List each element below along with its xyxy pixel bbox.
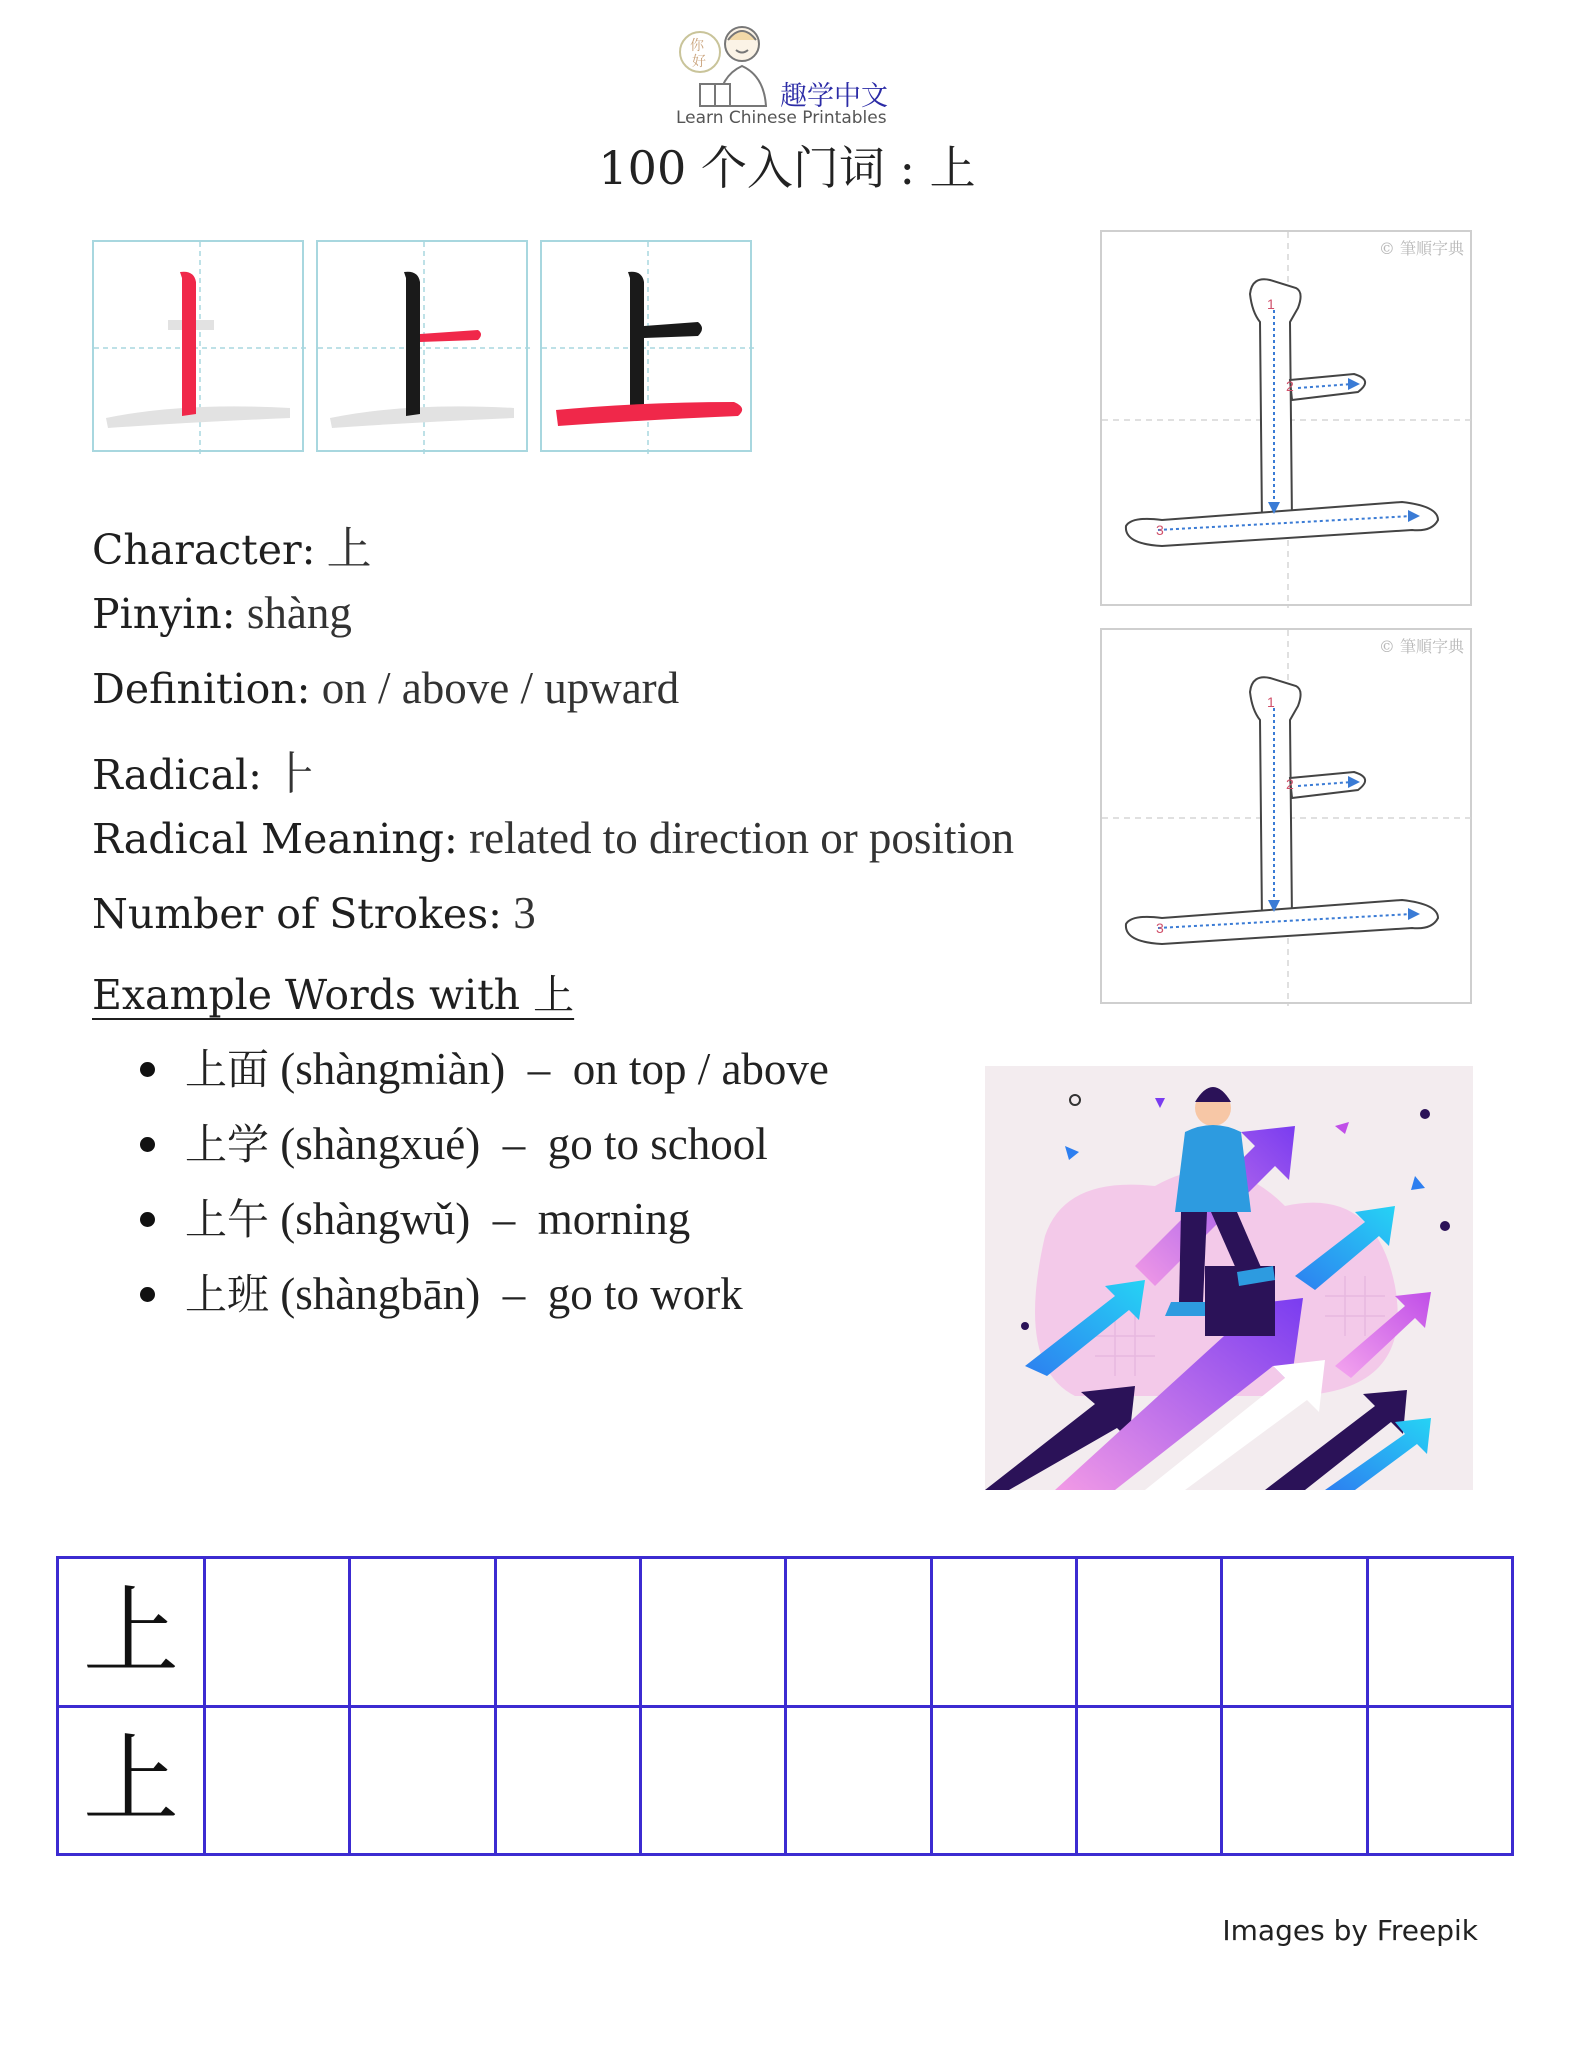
bullet-icon — [140, 1212, 155, 1227]
example-heading-text: Example Words with 上 — [92, 971, 575, 1019]
brand-english-name: Learn Chinese Printables — [676, 108, 887, 128]
definition-line — [92, 662, 679, 714]
strokes-value: 3 — [513, 888, 536, 938]
practice-cell-model — [58, 1706, 205, 1855]
stroke-order-step-3 — [540, 240, 752, 452]
model-character: 上 — [83, 1724, 180, 1837]
practice-cell[interactable] — [786, 1558, 931, 1707]
pinyin-value: shàng — [246, 588, 352, 638]
example-item — [140, 1262, 743, 1322]
practice-cell[interactable] — [350, 1558, 495, 1707]
radical-meaning-line — [92, 812, 1014, 864]
example-meaning: on top / above — [572, 1044, 829, 1094]
practice-cell[interactable] — [205, 1558, 350, 1707]
example-dash: – — [527, 1044, 551, 1094]
radical-meaning-value: related to direction or position — [469, 813, 1014, 863]
example-meaning: go to school — [547, 1119, 768, 1169]
practice-cell[interactable] — [1222, 1558, 1367, 1707]
brand-logo — [676, 14, 896, 132]
practice-cell[interactable] — [350, 1706, 495, 1855]
pinyin-line — [92, 587, 352, 639]
stroke-direction-guide-1 — [1100, 230, 1472, 606]
page-title: 100 个入门词 : 上 — [598, 141, 976, 195]
practice-cell[interactable] — [641, 1558, 786, 1707]
character-value: 上 — [326, 524, 372, 574]
practice-row — [58, 1706, 1513, 1855]
teacher-icon — [676, 14, 786, 110]
strokes-line — [92, 887, 536, 939]
example-pinyin: (shàngxué) — [280, 1119, 481, 1169]
example-pinyin: (shàngbān) — [280, 1269, 481, 1319]
example-meaning: morning — [537, 1194, 691, 1244]
stroke-guide-credit: © 筆順字典 — [1378, 637, 1464, 656]
practice-cell[interactable] — [931, 1706, 1076, 1855]
example-pinyin: (shàngmiàn) — [280, 1044, 506, 1094]
stroke-order-step-2 — [316, 240, 528, 452]
practice-cell[interactable] — [495, 1558, 640, 1707]
example-dash: – — [502, 1269, 526, 1319]
radical-meaning-label: Radical Meaning: — [92, 815, 458, 863]
practice-cell[interactable] — [1222, 1706, 1367, 1855]
practice-grid — [56, 1556, 1514, 1856]
example-dash: – — [492, 1194, 516, 1244]
practice-cell[interactable] — [1076, 1706, 1221, 1855]
strokes-label: Number of Strokes: — [92, 890, 502, 938]
brand-chinese-name: 趣学中文 — [780, 81, 888, 112]
image-credit: Images by Freepik — [1222, 1914, 1478, 1947]
example-word: 上午 — [185, 1195, 270, 1244]
stroke-number-2: 2 — [1286, 776, 1294, 792]
example-word: 上面 — [185, 1045, 270, 1094]
stroke-number-3: 3 — [1156, 920, 1164, 936]
stroke-number-3: 3 — [1156, 522, 1164, 538]
practice-row — [58, 1558, 1513, 1707]
stroke-direction-guide-2 — [1100, 628, 1472, 1004]
stroke-order-step-1 — [92, 240, 304, 452]
practice-cell-model — [58, 1558, 205, 1707]
practice-cell[interactable] — [205, 1706, 350, 1855]
example-word: 上班 — [185, 1270, 270, 1319]
stroke-number-1: 1 — [1267, 694, 1275, 710]
example-item — [140, 1187, 690, 1247]
practice-cell[interactable] — [1367, 1706, 1512, 1855]
stroke-number-1: 1 — [1267, 296, 1275, 312]
character-line — [92, 512, 372, 577]
practice-cell[interactable] — [1076, 1558, 1221, 1707]
growth-arrows-illustration — [985, 1066, 1473, 1490]
practice-cell[interactable] — [1367, 1558, 1512, 1707]
stroke-number-2: 2 — [1286, 378, 1294, 394]
example-pinyin: (shàngwǔ) — [280, 1194, 471, 1244]
example-word: 上学 — [185, 1120, 270, 1169]
pinyin-label: Pinyin: — [92, 590, 236, 638]
radical-line — [92, 737, 318, 802]
practice-cell[interactable] — [931, 1558, 1076, 1707]
radical-value: ⺊ — [273, 749, 319, 799]
example-words-heading — [92, 962, 574, 1021]
bullet-icon — [140, 1137, 155, 1152]
svg-text:好: 好 — [692, 54, 706, 70]
stroke-guide-credit: © 筆順字典 — [1378, 239, 1464, 258]
practice-cell[interactable] — [641, 1706, 786, 1855]
practice-cell[interactable] — [495, 1706, 640, 1855]
example-item — [140, 1112, 768, 1172]
example-meaning: go to work — [547, 1269, 743, 1319]
bullet-icon — [140, 1287, 155, 1302]
definition-label: Definition: — [92, 665, 311, 713]
example-dash: – — [502, 1119, 526, 1169]
model-character: 上 — [83, 1575, 180, 1688]
svg-text:你: 你 — [690, 38, 704, 54]
definition-value: on / above / upward — [321, 663, 680, 713]
example-item — [140, 1037, 829, 1097]
practice-cell[interactable] — [786, 1706, 931, 1855]
bullet-icon — [140, 1062, 155, 1077]
character-label: Character: — [92, 526, 316, 574]
radical-label: Radical: — [92, 751, 262, 799]
